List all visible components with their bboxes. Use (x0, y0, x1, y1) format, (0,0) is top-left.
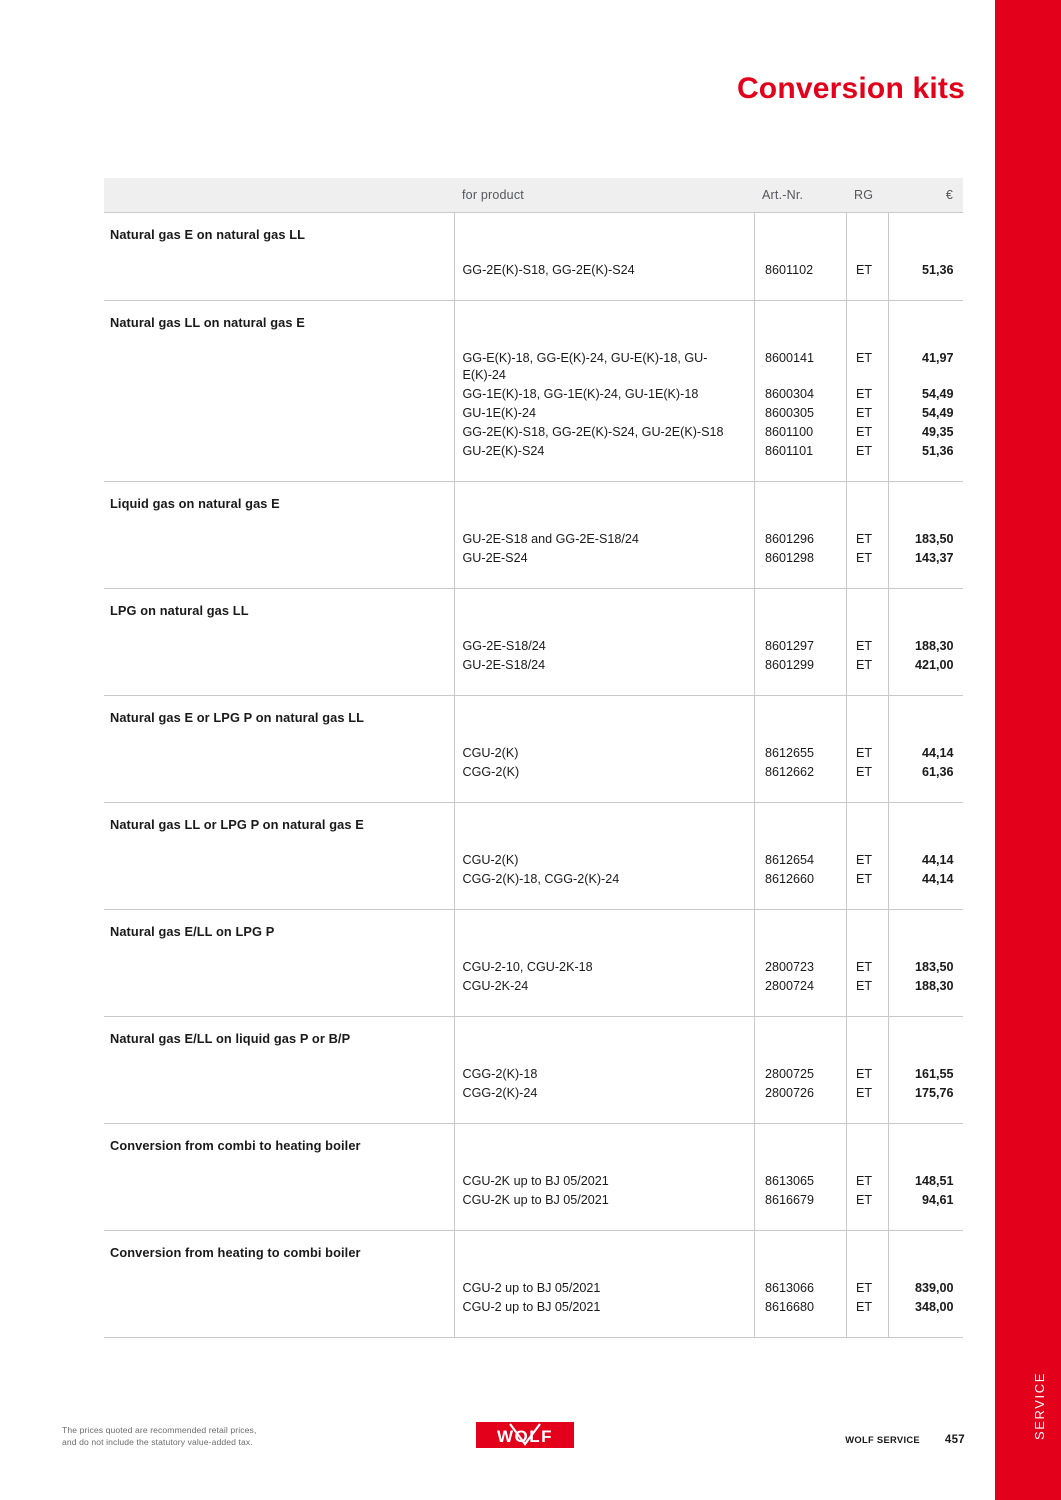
product-name: CGU-2(K) (462, 853, 519, 867)
spacer-art (755, 589, 847, 637)
spacer-price (889, 589, 964, 637)
column-header-product: for product (454, 178, 754, 213)
spacer-price (889, 803, 964, 851)
product-row (455, 958, 964, 977)
price-value: 54,49 (889, 404, 964, 423)
group-rows-cell (454, 1017, 963, 1124)
group-label: LPG on natural gas LL (104, 589, 454, 696)
product-name: GU-2E-S18 and GG-2E-S18/24 (462, 532, 639, 546)
rg-code: ET (847, 656, 889, 675)
rg-code: ET (847, 404, 889, 423)
product-row (455, 851, 964, 870)
spacer-product (455, 1017, 755, 1065)
price-value: 188,30 (889, 637, 964, 656)
group-spacer-row (455, 301, 964, 349)
group-rows-table (455, 482, 964, 588)
conversion-kits-table (104, 178, 963, 1337)
spacer-rg (847, 696, 889, 744)
group-spacer-row-bottom (455, 568, 964, 588)
product-name: CGU-2K-24 (462, 979, 529, 993)
article-number: 8612660 (755, 870, 847, 889)
spacer-price (889, 1124, 964, 1172)
spacer-art (755, 213, 847, 261)
group-rows-table (455, 213, 964, 300)
side-tab-bar (995, 0, 1061, 1500)
spacer-price-bottom (889, 1210, 964, 1230)
spacer-rg-bottom (847, 1210, 889, 1230)
price-value: 421,00 (889, 656, 964, 675)
price-value: 348,00 (889, 1298, 964, 1317)
footer-price-note (62, 1424, 256, 1448)
article-number: 8601299 (755, 656, 847, 675)
group-label: Conversion from combi to heating boiler (104, 1124, 454, 1231)
rg-code: ET (847, 958, 889, 977)
spacer-price (889, 910, 964, 958)
group-label: Natural gas E on natural gas LL (104, 213, 454, 301)
price-value: 49,35 (889, 423, 964, 442)
spacer-price (889, 1017, 964, 1065)
footer-brand-and-page (845, 1434, 965, 1446)
price-value: 41,97 (889, 349, 964, 385)
rg-code: ET (847, 1172, 889, 1191)
product-row (455, 1191, 964, 1210)
article-number: 8613065 (755, 1172, 847, 1191)
product-row (455, 977, 964, 996)
price-value: 44,14 (889, 851, 964, 870)
rg-code: ET (847, 530, 889, 549)
price-value: 44,14 (889, 870, 964, 889)
spacer-rg (847, 482, 889, 530)
spacer-art-bottom (755, 280, 847, 300)
rg-code: ET (847, 744, 889, 763)
spacer-art-bottom (755, 782, 847, 802)
rg-code: ET (847, 763, 889, 782)
product-name: GU-2E-S18/24 (462, 658, 546, 672)
spacer-rg-bottom (847, 1317, 889, 1337)
spacer-price-bottom (889, 461, 964, 481)
spacer-art (755, 1017, 847, 1065)
product-row (455, 656, 964, 675)
rg-code: ET (847, 423, 889, 442)
price-value: 44,14 (889, 744, 964, 763)
product-name: CGU-2K up to BJ 05/2021 (462, 1193, 609, 1207)
group-label: Natural gas E/LL on liquid gas P or B/P (104, 1017, 454, 1124)
group-spacer-row-bottom (455, 996, 964, 1016)
table-row (104, 301, 963, 482)
group-spacer-row-bottom (455, 1210, 964, 1230)
group-rows-cell (454, 696, 963, 803)
rg-code: ET (847, 261, 889, 280)
spacer-rg (847, 1017, 889, 1065)
spacer-art-bottom (755, 461, 847, 481)
table-row (104, 589, 963, 696)
group-rows-table (455, 1124, 964, 1230)
group-spacer-row-bottom (455, 1317, 964, 1337)
article-number: 8601298 (755, 549, 847, 568)
price-value: 61,36 (889, 763, 964, 782)
svg-text:WOLF: WOLF (496, 1427, 554, 1446)
product-row (455, 1298, 964, 1317)
product-row (455, 763, 964, 782)
rg-code: ET (847, 977, 889, 996)
price-value: 143,37 (889, 549, 964, 568)
table-bottom-rule (104, 1337, 963, 1338)
price-value: 183,50 (889, 530, 964, 549)
spacer-product (455, 696, 755, 744)
group-spacer-row-bottom (455, 1103, 964, 1123)
article-number: 8601296 (755, 530, 847, 549)
footer-price-note-line1: The prices quoted are recommended retail prices, (62, 1425, 257, 1435)
spacer-product-bottom (455, 568, 755, 588)
product-row (455, 1065, 964, 1084)
rg-code: ET (847, 385, 889, 404)
spacer-price-bottom (889, 1103, 964, 1123)
group-rows-cell (454, 301, 963, 482)
product-name: CGU-2(K) (462, 746, 519, 760)
spacer-rg (847, 1231, 889, 1279)
product-name: GU-1E(K)-24 (462, 406, 536, 420)
table-header (104, 178, 963, 213)
product-name: GG-2E(K)-S18, GG-2E(K)-S24, GU-2E(K)-S18 (462, 425, 724, 439)
spacer-product (455, 482, 755, 530)
rg-code: ET (847, 1084, 889, 1103)
rg-code: ET (847, 1298, 889, 1317)
spacer-product-bottom (455, 1103, 755, 1123)
spacer-price (889, 213, 964, 261)
table-row (104, 1231, 963, 1338)
group-spacer-row (455, 482, 964, 530)
spacer-price-bottom (889, 675, 964, 695)
group-spacer-row (455, 803, 964, 851)
footer-brand: WOLF SERVICE (845, 1434, 920, 1445)
spacer-rg-bottom (847, 782, 889, 802)
product-row (455, 637, 964, 656)
table-row (104, 1124, 963, 1231)
spacer-rg-bottom (847, 889, 889, 909)
spacer-rg-bottom (847, 461, 889, 481)
article-number: 8600305 (755, 404, 847, 423)
rg-code: ET (847, 442, 889, 461)
group-spacer-row-bottom (455, 889, 964, 909)
spacer-rg-bottom (847, 568, 889, 588)
column-header-rg: RG (846, 178, 888, 213)
spacer-product-bottom (455, 1210, 755, 1230)
spacer-rg-bottom (847, 1103, 889, 1123)
article-number: 8613066 (755, 1279, 847, 1298)
price-value: 51,36 (889, 261, 964, 280)
spacer-product-bottom (455, 675, 755, 695)
group-rows-table (455, 1231, 964, 1337)
spacer-product (455, 803, 755, 851)
column-header-group (104, 178, 454, 213)
product-row (455, 404, 964, 423)
price-value: 94,61 (889, 1191, 964, 1210)
group-spacer-row-bottom (455, 675, 964, 695)
price-value: 839,00 (889, 1279, 964, 1298)
product-name: CGG-2(K)-18 (462, 1067, 538, 1081)
group-spacer-row-bottom (455, 280, 964, 300)
spacer-rg (847, 301, 889, 349)
spacer-product-bottom (455, 1317, 755, 1337)
spacer-product (455, 1124, 755, 1172)
spacer-art-bottom (755, 1210, 847, 1230)
price-value: 54,49 (889, 385, 964, 404)
spacer-price (889, 696, 964, 744)
spacer-price (889, 1231, 964, 1279)
table-row (104, 482, 963, 589)
rg-code: ET (847, 1065, 889, 1084)
spacer-price-bottom (889, 889, 964, 909)
spacer-art-bottom (755, 675, 847, 695)
rg-code: ET (847, 1191, 889, 1210)
group-rows-table (455, 1017, 964, 1123)
article-number: 2800724 (755, 977, 847, 996)
price-value: 183,50 (889, 958, 964, 977)
rg-code: ET (847, 851, 889, 870)
spacer-rg (847, 910, 889, 958)
article-number: 8601297 (755, 637, 847, 656)
spacer-art-bottom (755, 889, 847, 909)
product-row (455, 530, 964, 549)
group-spacer-row-bottom (455, 782, 964, 802)
article-number: 8601102 (755, 261, 847, 280)
product-name: CGU-2 up to BJ 05/2021 (462, 1281, 601, 1295)
group-rows-table (455, 803, 964, 909)
spacer-price-bottom (889, 782, 964, 802)
product-name: CGG-2(K)-24 (462, 1086, 538, 1100)
group-label: Natural gas E or LPG P on natural gas LL (104, 696, 454, 803)
spacer-art (755, 1124, 847, 1172)
group-label: Natural gas E/LL on LPG P (104, 910, 454, 1017)
table-row (104, 803, 963, 910)
article-number: 2800725 (755, 1065, 847, 1084)
group-spacer-row-bottom (455, 461, 964, 481)
group-rows-table (455, 910, 964, 1016)
column-header-price: € (888, 178, 963, 213)
page-number: 457 (944, 1434, 965, 1446)
spacer-art-bottom (755, 996, 847, 1016)
footer-price-note-line2: and do not include the statutory value-added tax. (62, 1437, 253, 1447)
spacer-rg-bottom (847, 996, 889, 1016)
table-row (104, 213, 963, 301)
group-rows-cell (454, 803, 963, 910)
spacer-product (455, 910, 755, 958)
product-name: GG-E(K)-18, GG-E(K)-24, GU-E(K)-18, GU-E(K)-24 (462, 351, 708, 382)
group-rows-cell (454, 213, 963, 301)
group-label: Natural gas LL or LPG P on natural gas E (104, 803, 454, 910)
spacer-price (889, 482, 964, 530)
article-number: 8601101 (755, 442, 847, 461)
article-number: 8612655 (755, 744, 847, 763)
group-spacer-row (455, 696, 964, 744)
product-row (455, 744, 964, 763)
spacer-art (755, 910, 847, 958)
spacer-rg (847, 589, 889, 637)
product-row (455, 261, 964, 280)
rg-code: ET (847, 1279, 889, 1298)
price-value: 175,76 (889, 1084, 964, 1103)
spacer-price-bottom (889, 568, 964, 588)
group-spacer-row (455, 1231, 964, 1279)
spacer-art (755, 482, 847, 530)
price-value: 161,55 (889, 1065, 964, 1084)
group-spacer-row (455, 213, 964, 261)
group-rows-cell (454, 482, 963, 589)
rg-code: ET (847, 870, 889, 889)
spacer-product-bottom (455, 889, 755, 909)
product-row (455, 423, 964, 442)
group-rows-cell (454, 589, 963, 696)
product-name: CGG-2(K) (462, 765, 520, 779)
spacer-rg (847, 803, 889, 851)
spacer-art (755, 803, 847, 851)
spacer-product (455, 589, 755, 637)
product-name: GG-1E(K)-18, GG-1E(K)-24, GU-1E(K)-18 (462, 387, 699, 401)
spacer-product-bottom (455, 461, 755, 481)
group-label: Conversion from heating to combi boiler (104, 1231, 454, 1338)
product-name: CGU-2-10, CGU-2K-18 (462, 960, 593, 974)
group-rows-table (455, 301, 964, 481)
page-title: Conversion kits (736, 72, 965, 105)
side-tab-label: SERVICE (1032, 1371, 1047, 1440)
group-rows-cell (454, 1124, 963, 1231)
wolf-logo (470, 1418, 580, 1452)
table-row (104, 910, 963, 1017)
product-row (455, 1279, 964, 1298)
rg-code: ET (847, 349, 889, 385)
spacer-product-bottom (455, 782, 755, 802)
product-row (455, 549, 964, 568)
product-row (455, 1172, 964, 1191)
spacer-art-bottom (755, 1103, 847, 1123)
spacer-rg-bottom (847, 675, 889, 695)
product-name: GU-2E(K)-S24 (462, 444, 545, 458)
conversion-kits-table-wrapper (104, 178, 963, 1338)
article-number: 8612654 (755, 851, 847, 870)
rg-code: ET (847, 637, 889, 656)
column-header-art-nr: Art.-Nr. (754, 178, 846, 213)
price-value: 148,51 (889, 1172, 964, 1191)
spacer-art (755, 1231, 847, 1279)
article-number: 8616680 (755, 1298, 847, 1317)
product-name: GU-2E-S24 (462, 551, 528, 565)
product-name: CGG-2(K)-18, CGG-2(K)-24 (462, 872, 620, 886)
spacer-product-bottom (455, 280, 755, 300)
spacer-price-bottom (889, 996, 964, 1016)
spacer-price-bottom (889, 280, 964, 300)
product-row (455, 385, 964, 404)
article-number: 2800726 (755, 1084, 847, 1103)
product-name: GG-2E-S18/24 (462, 639, 546, 653)
spacer-price (889, 301, 964, 349)
table-header-row (104, 178, 963, 213)
spacer-product-bottom (455, 996, 755, 1016)
article-number: 8600141 (755, 349, 847, 385)
product-name: CGU-2K up to BJ 05/2021 (462, 1174, 609, 1188)
product-row (455, 349, 964, 385)
product-name: CGU-2 up to BJ 05/2021 (462, 1300, 601, 1314)
group-rows-cell (454, 1231, 963, 1338)
table-row (104, 1017, 963, 1124)
spacer-rg-bottom (847, 280, 889, 300)
rg-code: ET (847, 549, 889, 568)
product-row (455, 1084, 964, 1103)
article-number: 8616679 (755, 1191, 847, 1210)
price-value: 51,36 (889, 442, 964, 461)
spacer-art (755, 696, 847, 744)
spacer-rg (847, 1124, 889, 1172)
group-spacer-row (455, 910, 964, 958)
spacer-price-bottom (889, 1317, 964, 1337)
price-value: 188,30 (889, 977, 964, 996)
spacer-product (455, 301, 755, 349)
table-row (104, 696, 963, 803)
group-label: Natural gas LL on natural gas E (104, 301, 454, 482)
spacer-product (455, 213, 755, 261)
group-spacer-row (455, 1124, 964, 1172)
product-name: GG-2E(K)-S18, GG-2E(K)-S24 (462, 263, 635, 277)
article-number: 2800723 (755, 958, 847, 977)
product-row (455, 442, 964, 461)
group-rows-table (455, 589, 964, 695)
spacer-art-bottom (755, 568, 847, 588)
article-number: 8600304 (755, 385, 847, 404)
spacer-product (455, 1231, 755, 1279)
product-row (455, 870, 964, 889)
group-spacer-row (455, 1017, 964, 1065)
group-label: Liquid gas on natural gas E (104, 482, 454, 589)
article-number: 8601100 (755, 423, 847, 442)
spacer-art-bottom (755, 1317, 847, 1337)
spacer-art (755, 301, 847, 349)
table-body (104, 213, 963, 1338)
article-number: 8612662 (755, 763, 847, 782)
group-rows-cell (454, 910, 963, 1017)
group-rows-table (455, 696, 964, 802)
spacer-rg (847, 213, 889, 261)
group-spacer-row (455, 589, 964, 637)
